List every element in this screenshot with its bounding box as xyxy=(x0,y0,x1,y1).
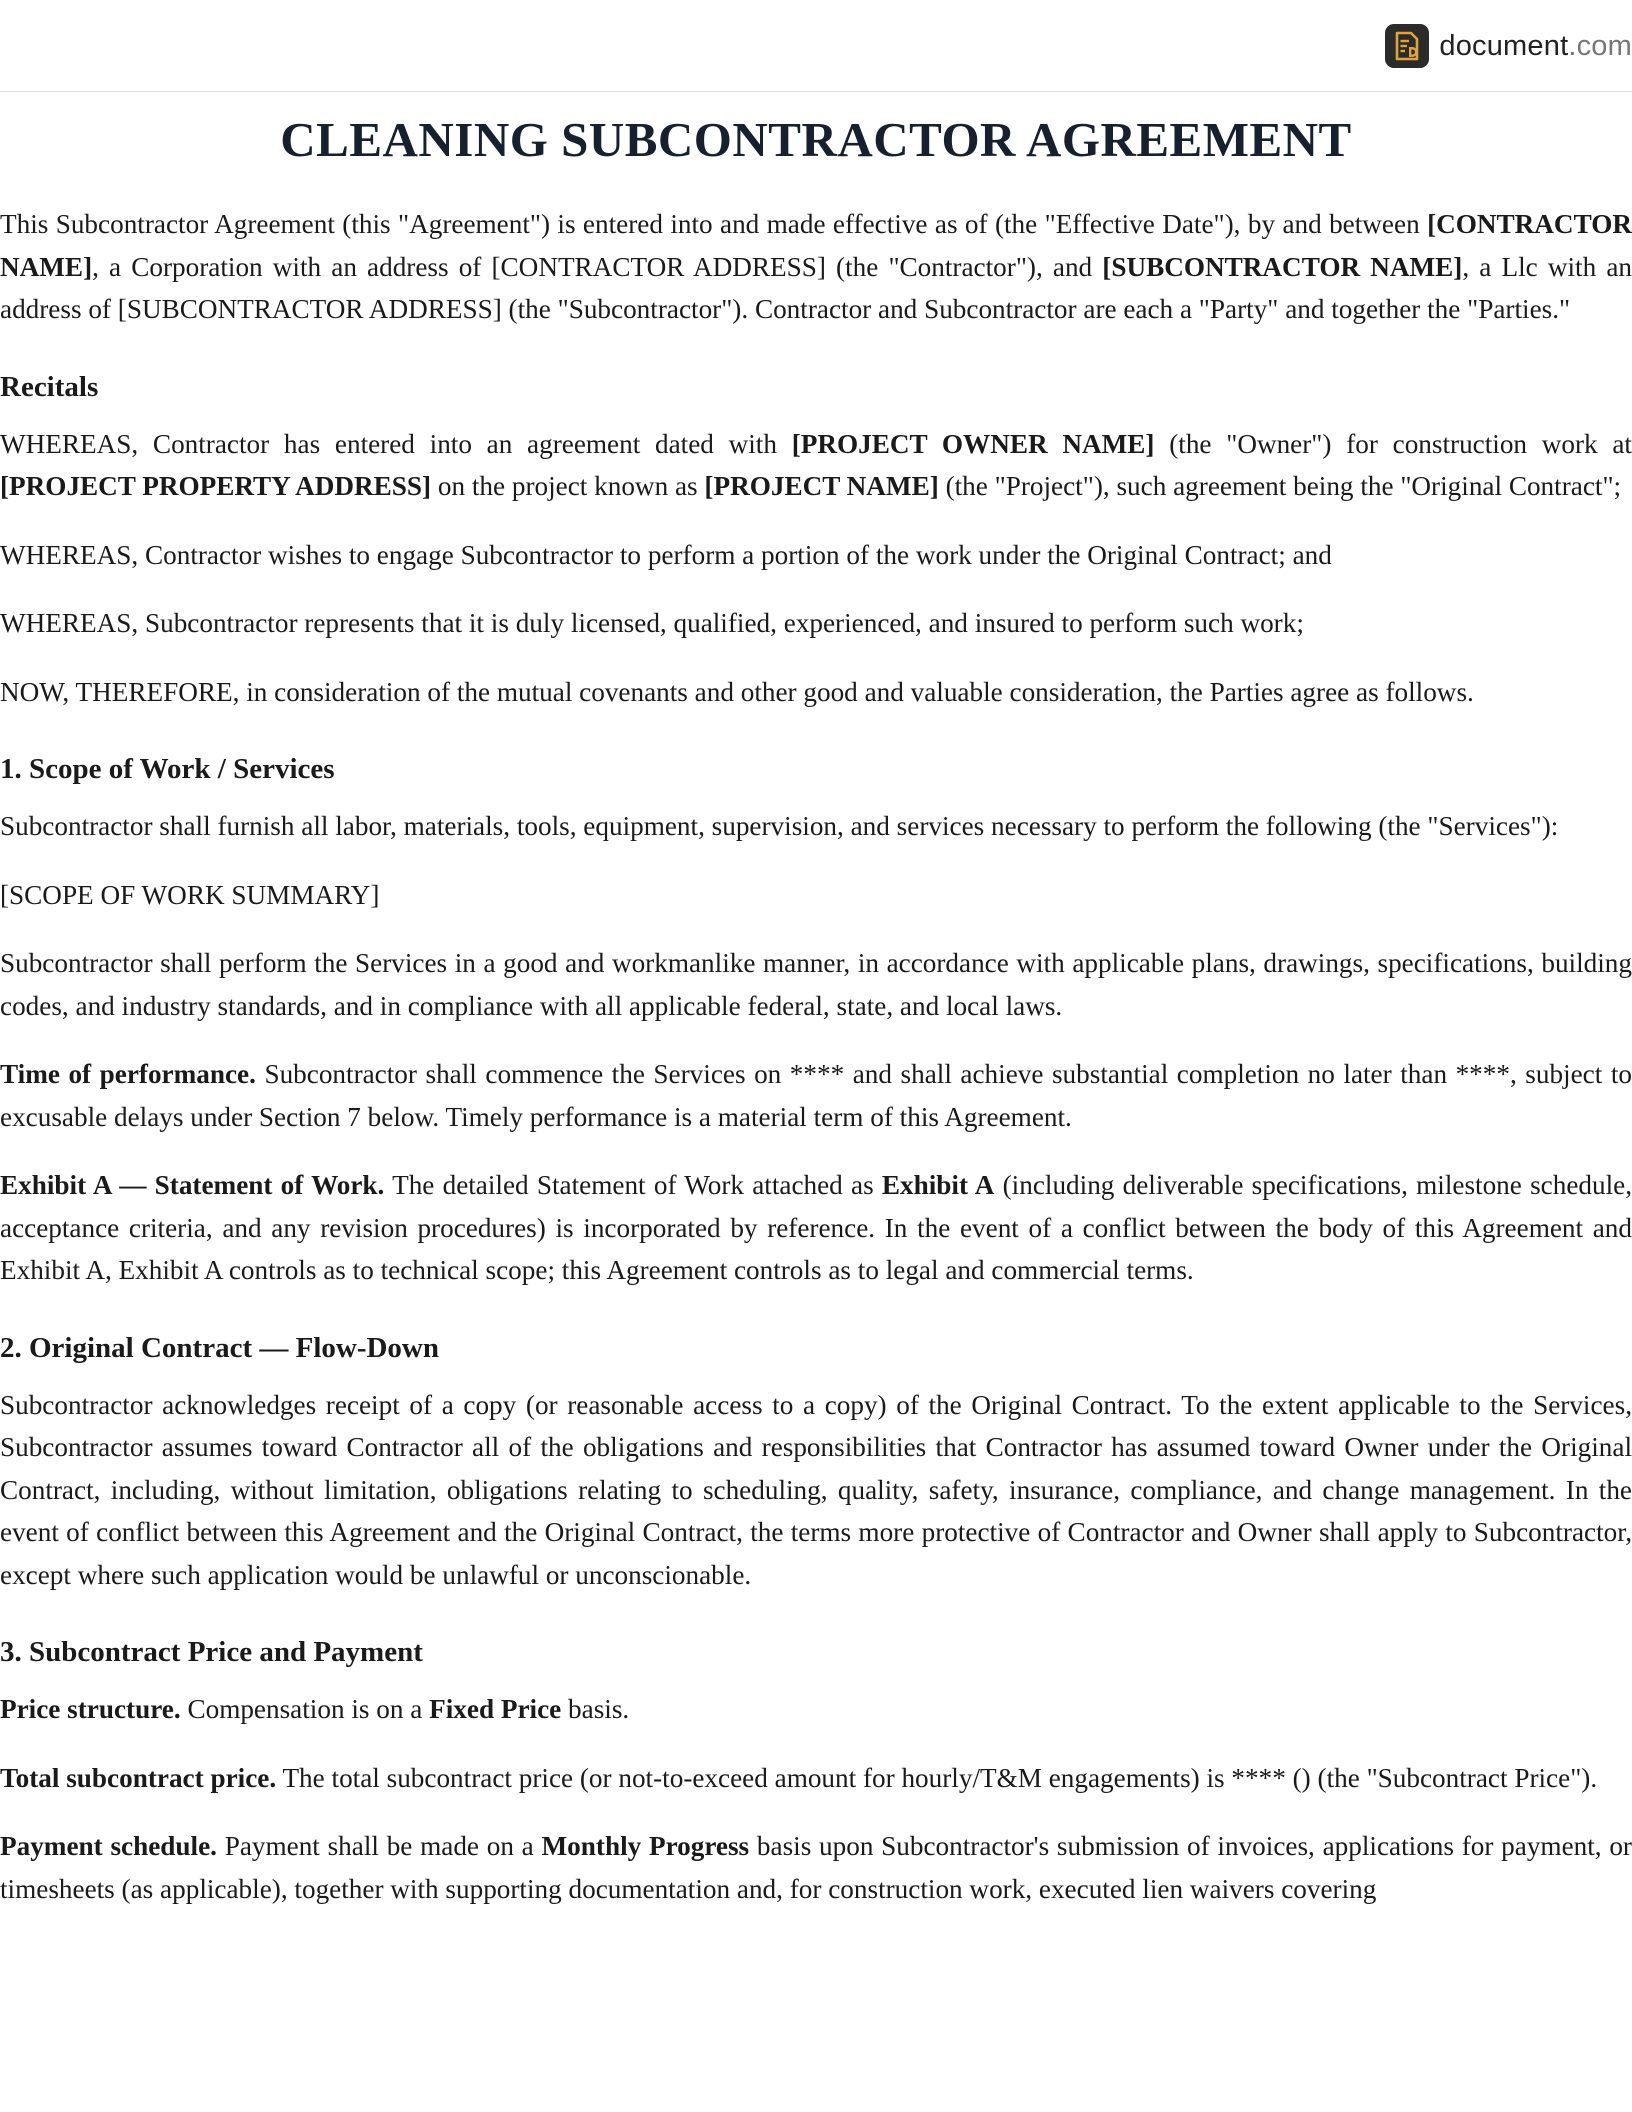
section-1-heading: 1. Scope of Work / Services xyxy=(0,753,335,785)
section-paragraph: Exhibit A — Statement of Work. The detailed Statement of Work attached as Exhibit A (including deliverable specifications, milestone schedule, acceptance criteria, and any revision procedures) is incorporated by reference. In the event of a conflict between the body of this Agreement and Exhibit A, Exhibit A controls as to technical scope; this Agreement controls as to legal and commercial terms. xyxy=(0,1170,1632,1285)
section-paragraph: [SCOPE OF WORK SUMMARY] xyxy=(0,879,380,910)
brand-logo-link[interactable] xyxy=(1385,24,1632,68)
section-paragraph: Payment schedule. Payment shall be made on a Monthly Progress basis upon Subcontractor's submission of invoices, applications for payment, or timesheets (as applicable), together with supporting documentation and, for construction work, executed lien waivers covering xyxy=(0,1831,1632,1904)
section-paragraph: Total subcontract price. The total subcontract price (or not-to-exceed amount for hourly/T&M engagements) is **** () (the "Subcontract Price"). xyxy=(0,1762,1598,1793)
recital-paragraph: WHEREAS, Contractor wishes to engage Subcontractor to perform a portion of the work under the Original Contract; and xyxy=(0,539,1332,570)
section-paragraph: Subcontractor acknowledges receipt of a copy (or reasonable access to a copy) of the Original Contract. To the extent applicable to the Services, Subcontractor assumes toward Contractor all of the obligations and responsibilities that Contractor has assumed toward Owner under the Original Contract, including, without limitation, obligations relating to scheduling, quality, safety, insurance, compliance, and change management. In the event of conflict between this Agreement and the Original Contract, the terms more protective of Contractor and Owner shall apply to Subcontractor, except where such application would be unlawful or unconscionable. xyxy=(0,1389,1632,1590)
document-logo-icon xyxy=(1385,24,1429,68)
section-paragraph: Time of performance. Subcontractor shall commence the Services on **** and shall achieve substantial completion no later than ****, subject to excusable delays under Section 7 below. Timely performance is a material term of this Agreement. xyxy=(0,1059,1632,1132)
section-3-heading: 3. Subcontract Price and Payment xyxy=(0,1636,423,1668)
section-2-heading: 2. Original Contract — Flow-Down xyxy=(0,1331,439,1364)
document-body xyxy=(0,110,1632,1910)
section-paragraph: Subcontractor shall perform the Services in a good and workmanlike manner, in accordance with applicable plans, drawings, specifications, building codes, and industry standards, and in compliance with all applicable federal, state, and local laws. xyxy=(0,948,1632,1021)
recital-paragraph: NOW, THEREFORE, in consideration of the mutual covenants and other good and valuable consideration, the Parties agree as follows. xyxy=(0,676,1474,707)
recitals-heading: Recitals xyxy=(0,370,99,403)
recital-paragraph: WHEREAS, Contractor has entered into an agreement dated with [PROJECT OWNER NAME] (the "Owner") for construction work at [PROJECT PROPERTY ADDRESS] on the project known as [PROJECT NAME] (the "Project"), such agreement being the "Original Contract"; xyxy=(0,428,1632,501)
intro-paragraph: This Subcontractor Agreement (this "Agreement") is entered into and made effective as of (the "Effective Date"), by and between [CONTRACTOR NAME], a Corporation with an address of [CONTRACTOR ADDRESS] (the "Contractor"), and [SUBCONTRACTOR NAME], a Llc with an address of [SUBCONTRACTOR ADDRESS] (the "Subcontractor"). Contractor and Subcontractor are each a "Party" and together the "Parties." xyxy=(0,209,1632,324)
brand-name: document.com xyxy=(1439,29,1632,62)
top-bar xyxy=(0,0,1632,92)
page-title: CLEANING SUBCONTRACTOR AGREEMENT xyxy=(280,112,1352,167)
recital-paragraph: WHEREAS, Subcontractor represents that it is duly licensed, qualified, experienced, and insured to perform such work; xyxy=(0,608,1304,638)
section-paragraph: Subcontractor shall furnish all labor, materials, tools, equipment, supervision, and services necessary to perform the following (the "Services"): xyxy=(0,811,1559,841)
section-paragraph: Price structure. Compensation is on a Fixed Price basis. xyxy=(0,1694,630,1724)
